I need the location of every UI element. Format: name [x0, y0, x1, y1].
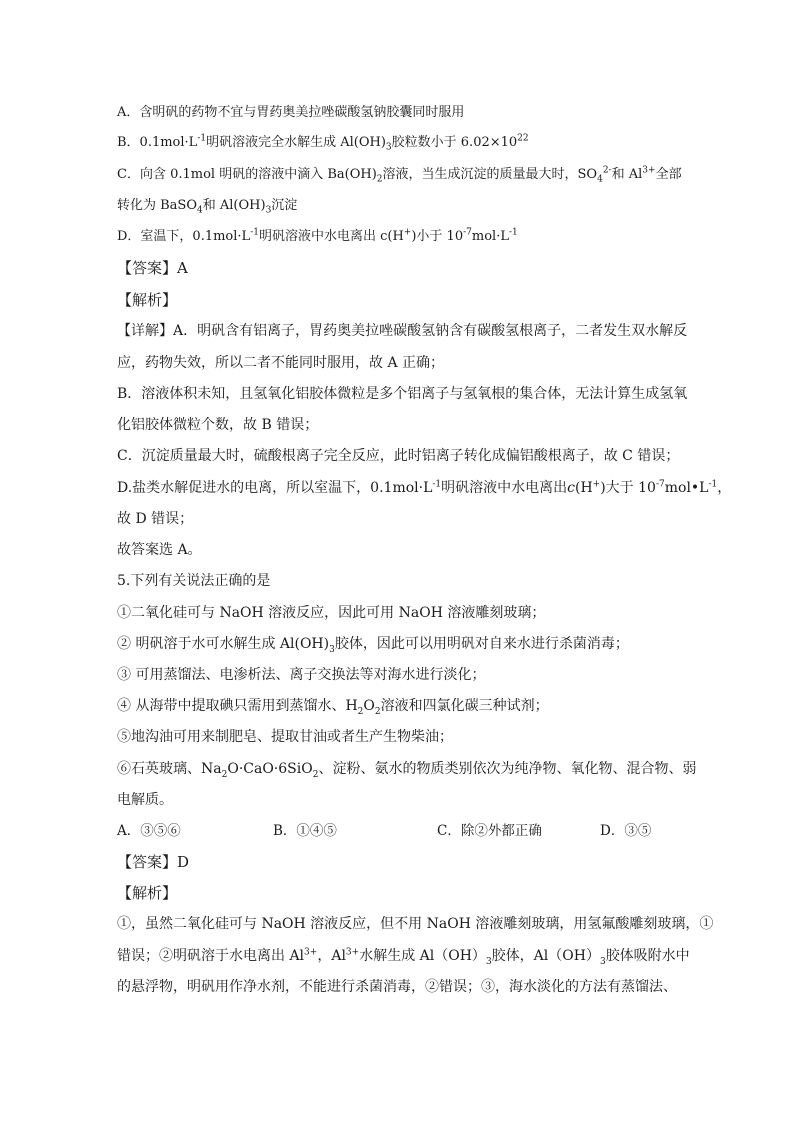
option-a: A．含明矾的药物不宜与胃药奥美拉唑碳酸氢钠胶囊同时服用 [117, 105, 465, 120]
detail-line: C．沉淀质量最大时，硫酸根离子完全反应，此时铝离子转化成偏铝酸根离子，故 C 错误； [117, 448, 680, 464]
explanation-line: 错误；②明矾溶于水电离出 $Al^{3+}$，$Al^{3+}$水解生成 $Al(OH)_3$胶体，$Al(OH)_3$胶体吸附水中 [117, 947, 690, 967]
question-5-stem: 5.下列有关说法正确的是 [117, 573, 271, 589]
statement-1: ①二氧化硅可与 NaOH 溶液反应，因此可用 NaOH 溶液雕刻玻璃； [117, 605, 546, 621]
explanation-line: ①，虽然二氧化硅可与 NaOH 溶液反应，但不用 NaOH 溶液雕刻玻璃，用氢氟酸雕刻玻璃，① [117, 916, 714, 932]
choice-c: C．除②外都正确 [437, 823, 542, 839]
statement-6: ⑥石英玻璃、$Na_2O\cdot CaO\cdot 6SiO_2$、淀粉、氨水的物质类别依次为纯净物、氧化物、混合物、弱 [117, 761, 697, 780]
option-d: D．室温下，$0.1mol\cdot L^{-1}$明矾溶液中水电离出 c(H+)小于 $10^{-7}mol\cdot L^{-1}$ [117, 227, 518, 244]
statement-5: ⑤地沟油可用来制肥皂、提取甘油或者生产生物柴油； [117, 729, 453, 745]
detail-line: B．溶液体积未知，且氢氧化铝胶体微粒是多个铝离子与氢氧根的集合体，无法计算生成氢氧 [117, 386, 688, 402]
conclusion: 故答案选 A。 [117, 542, 202, 558]
detail-line: 化铝胶体微粒个数，故 B 错误； [117, 417, 319, 433]
answer-label: 【答案】A [117, 259, 188, 277]
choice-d: D．③⑤ [600, 823, 652, 839]
option-b: B．$0.1mol\cdot L^{-1}$明矾溶液完全水解生成 $Al(OH)_3$胶粒数小于 $6.02\times 10^{22}$ [117, 133, 529, 153]
statement-4: ④ 从海带中提取碘只需用到蒸馏水、$H_2O_2$溶液和四氯化碳三种试剂； [117, 698, 549, 717]
detail-line: 应，药物失效，所以二者不能同时服用，故 A 正确； [117, 355, 445, 371]
detail-line: D.盐类水解促进水的电离，所以室温下，$0.1mol\cdot L^{-1}$明矾溶液中水电离出c(H+)大于 $10^{-7}mol•L^{-1}$， [117, 479, 732, 496]
explanation-line: 的悬浮物，明矾用作净水剂，不能进行杀菌消毒，②错误；③，海水淡化的方法有蒸馏法、 [117, 979, 677, 995]
option-c-line2: 转化为 BaSO$_4$和 $Al(OH)_3$沉淀 [117, 198, 298, 216]
detail-line: 【详解】A．明矾含有铝离子，胃药奥美拉唑碳酸氢钠含有碳酸氢根离子，二者发生双水解反 [117, 323, 688, 339]
detail-line: 故 D 错误； [117, 511, 194, 527]
choice-b: B．①④⑤ [273, 823, 337, 839]
answer-label: 【答案】D [117, 853, 190, 871]
statement-3: ③ 可用蒸馏法、电渗析法、离子交换法等对海水进行淡化； [117, 667, 486, 683]
statement-6-cont: 电解质。 [117, 792, 173, 808]
option-c-line1: C．向含 0.1mol 明矾的溶液中滴入 $Ba(OH)_2$溶液，当生成沉淀的质量最大时，$SO_4^{2-}$和 $Al^{3+}$全部 [117, 165, 682, 185]
choice-a: A．③⑤⑥ [117, 823, 181, 839]
statement-2: ② 明矾溶于水可水解生成 $Al(OH)_3$胶体，因此可以用明矾对自来水进行杀菌消毒； [117, 636, 629, 655]
analysis-label: 【解析】 [117, 291, 178, 309]
analysis-label: 【解析】 [117, 884, 178, 902]
